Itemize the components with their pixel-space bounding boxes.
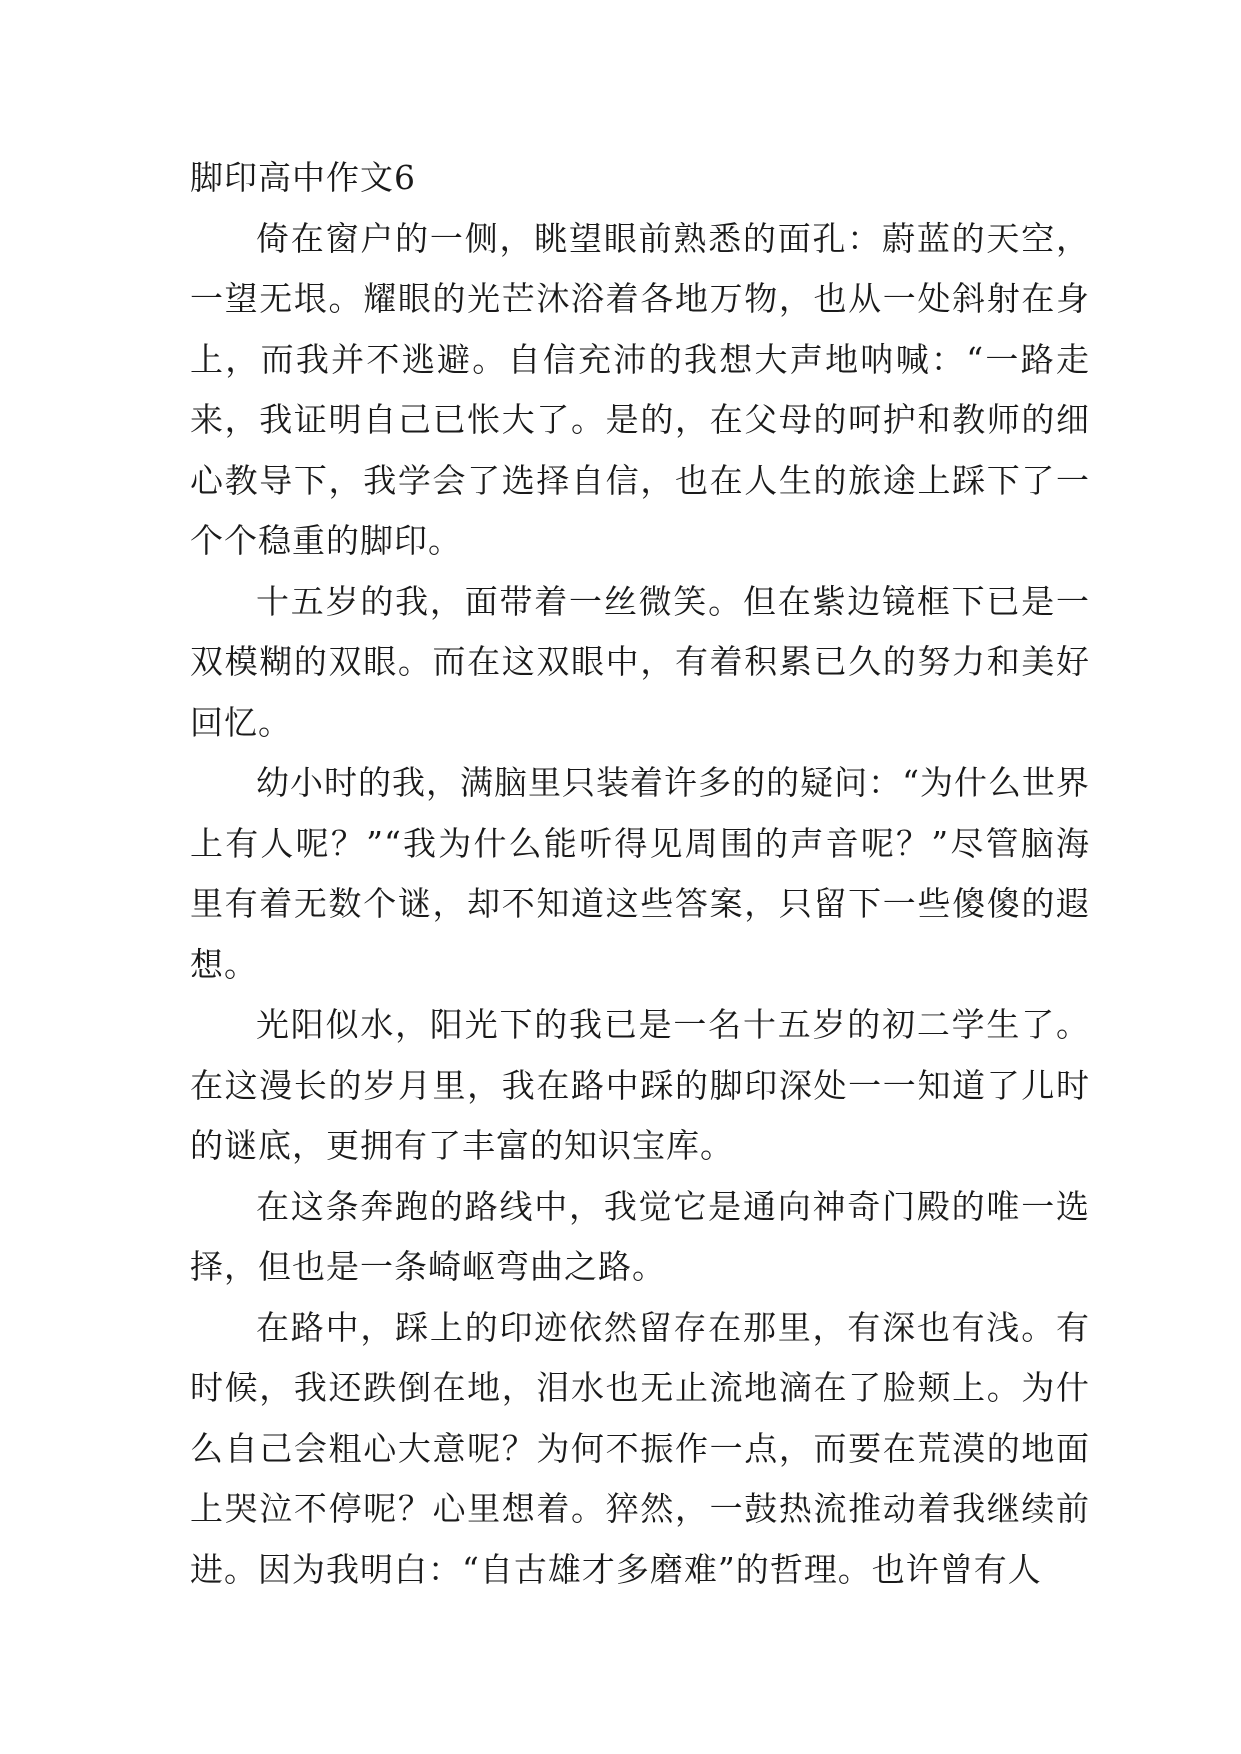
paragraph: 十五岁的我，面带着一丝微笑。但在紫边镜框下已是一双模糊的双眼。而在这双眼中，有着积累已久的努力和美好回忆。 (190, 581, 1090, 742)
paragraph: 光阳似水，阳光下的我已是一名十五岁的初二学生了。在这漫长的岁月里，我在路中踩的脚印深处一一知道了儿时的谜底，更拥有了丰富的知识宝库。 (190, 1005, 1090, 1165)
paragraph: 在这条奔跑的路线中，我觉它是通向神奇门殿的唯一选择，但也是一条崎岖弯曲之路。 (190, 1186, 1090, 1286)
paragraph: 在路中，踩上的印迹依然留存在那里，有深也有浅。有时候，我还跌倒在地，泪水也无止流地滴在了脸颊上。为什么自己会粗心大意呢？为何不振作一点，而要在荒漠的地面上哭泣不停呢？心里想着。猝然，一鼓热流推动着我继续前进。因为我明白：“自古雄才多磨难”的哲理。也许曾有人 (190, 1307, 1090, 1589)
paragraph: 倚在窗户的一侧，眺望眼前熟悉的面孔：蔚蓝的天空，一望无垠。耀眼的光芒沐浴着各地万物，也从一处斜射在身上，而我并不逃避。自信充沛的我想大声地呐喊：“一路走来，我证明自己已怅大了。是的，在父母的呵护和教师的细心教导下，我学会了选择自信，也在人生的旅途上踩下了一个个稳重的脚印。 (190, 218, 1090, 560)
document-page (190, 148, 1090, 1600)
paragraph: 幼小时的我，满脑里只装着许多的的疑问：“为什么世界上有人呢？”“我为什么能听得见周围的声音呢？”尽管脑海里有着无数个谜，却不知道这些答案，只留下一些傻傻的遐想。 (190, 763, 1090, 984)
document-title: 脚印高中作文6 (190, 158, 416, 197)
